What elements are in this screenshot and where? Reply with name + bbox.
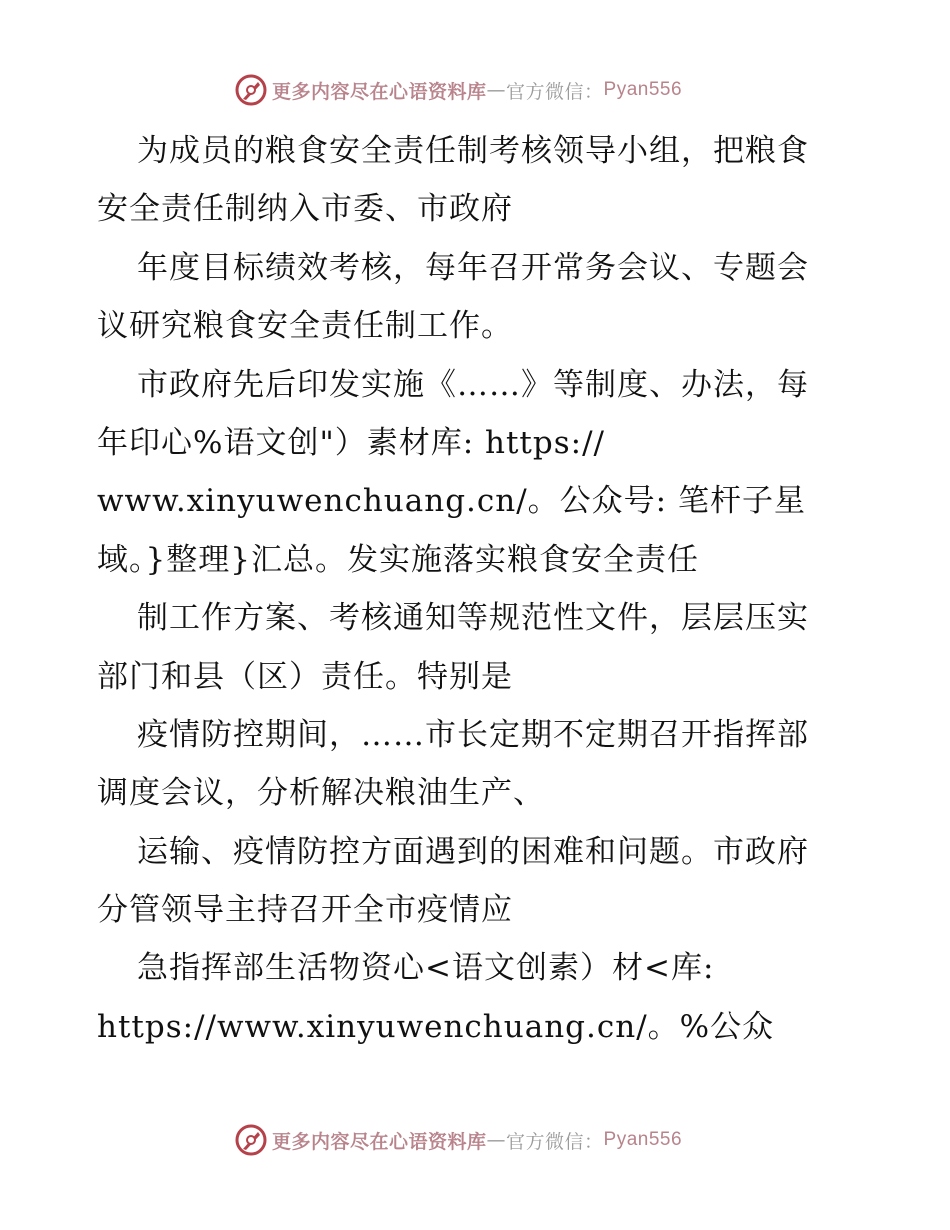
- text-line: 为成员的粮食安全责任制考核领导小组，把粮食: [137, 133, 809, 169]
- watermark-dash: —: [486, 79, 507, 101]
- text-line: 疫情防控期间，……市长定期不定期召开指挥部: [137, 716, 809, 753]
- watermark-dash: —: [486, 1129, 507, 1151]
- text-line: 安全责任制纳入市委、市政府: [97, 191, 513, 228]
- watermark-wechat-id: Pyan556: [603, 1129, 683, 1150]
- document-body: [97, 122, 857, 1056]
- text-line: www.xinyuwenchuang.cn/。公众号: 笔杆子星: [97, 483, 806, 520]
- quill-logo-icon: [234, 1123, 268, 1157]
- text-line: 制工作方案、考核通知等规范性文件，层层压实: [137, 600, 809, 637]
- watermark-primary-text: 更多内容尽在心语资料库: [272, 80, 487, 103]
- watermark-primary-text: 更多内容尽在心语资料库: [272, 1130, 487, 1153]
- footer-watermark: [234, 1122, 682, 1158]
- text-line: 域。}整理}汇总。发实施落实粮食安全责任: [97, 541, 699, 578]
- text-line: 分管领导主持召开全市疫情应: [97, 892, 513, 929]
- watermark-wechat-id: Pyan556: [603, 79, 683, 100]
- text-line: 议研究粮食安全责任制工作。: [97, 308, 513, 345]
- quill-logo-icon: [234, 73, 268, 107]
- text-line: 运输、疫情防控方面遇到的困难和问题。市政府: [137, 833, 809, 870]
- text-line: 年印心%语文创"）素材库: https://: [97, 424, 605, 461]
- watermark-wechat-label: 官方微信：: [506, 1130, 604, 1153]
- header-watermark: [234, 72, 682, 108]
- text-line: 调度会议，分析解决粮油生产、: [97, 775, 545, 812]
- text-line: 年度目标绩效考核，每年召开常务会议、专题会: [137, 249, 809, 286]
- watermark-wechat-label: 官方微信：: [506, 80, 604, 103]
- text-line: 部门和县（区）责任。特别是: [97, 658, 513, 695]
- text-line: 市政府先后印发实施《……》等制度、办法，每: [137, 366, 809, 403]
- text-line: https://www.xinyuwenchuang.cn/。%公众: [97, 1008, 775, 1045]
- text-line: 急指挥部生活物资心<语文创素）材<库:: [137, 950, 715, 987]
